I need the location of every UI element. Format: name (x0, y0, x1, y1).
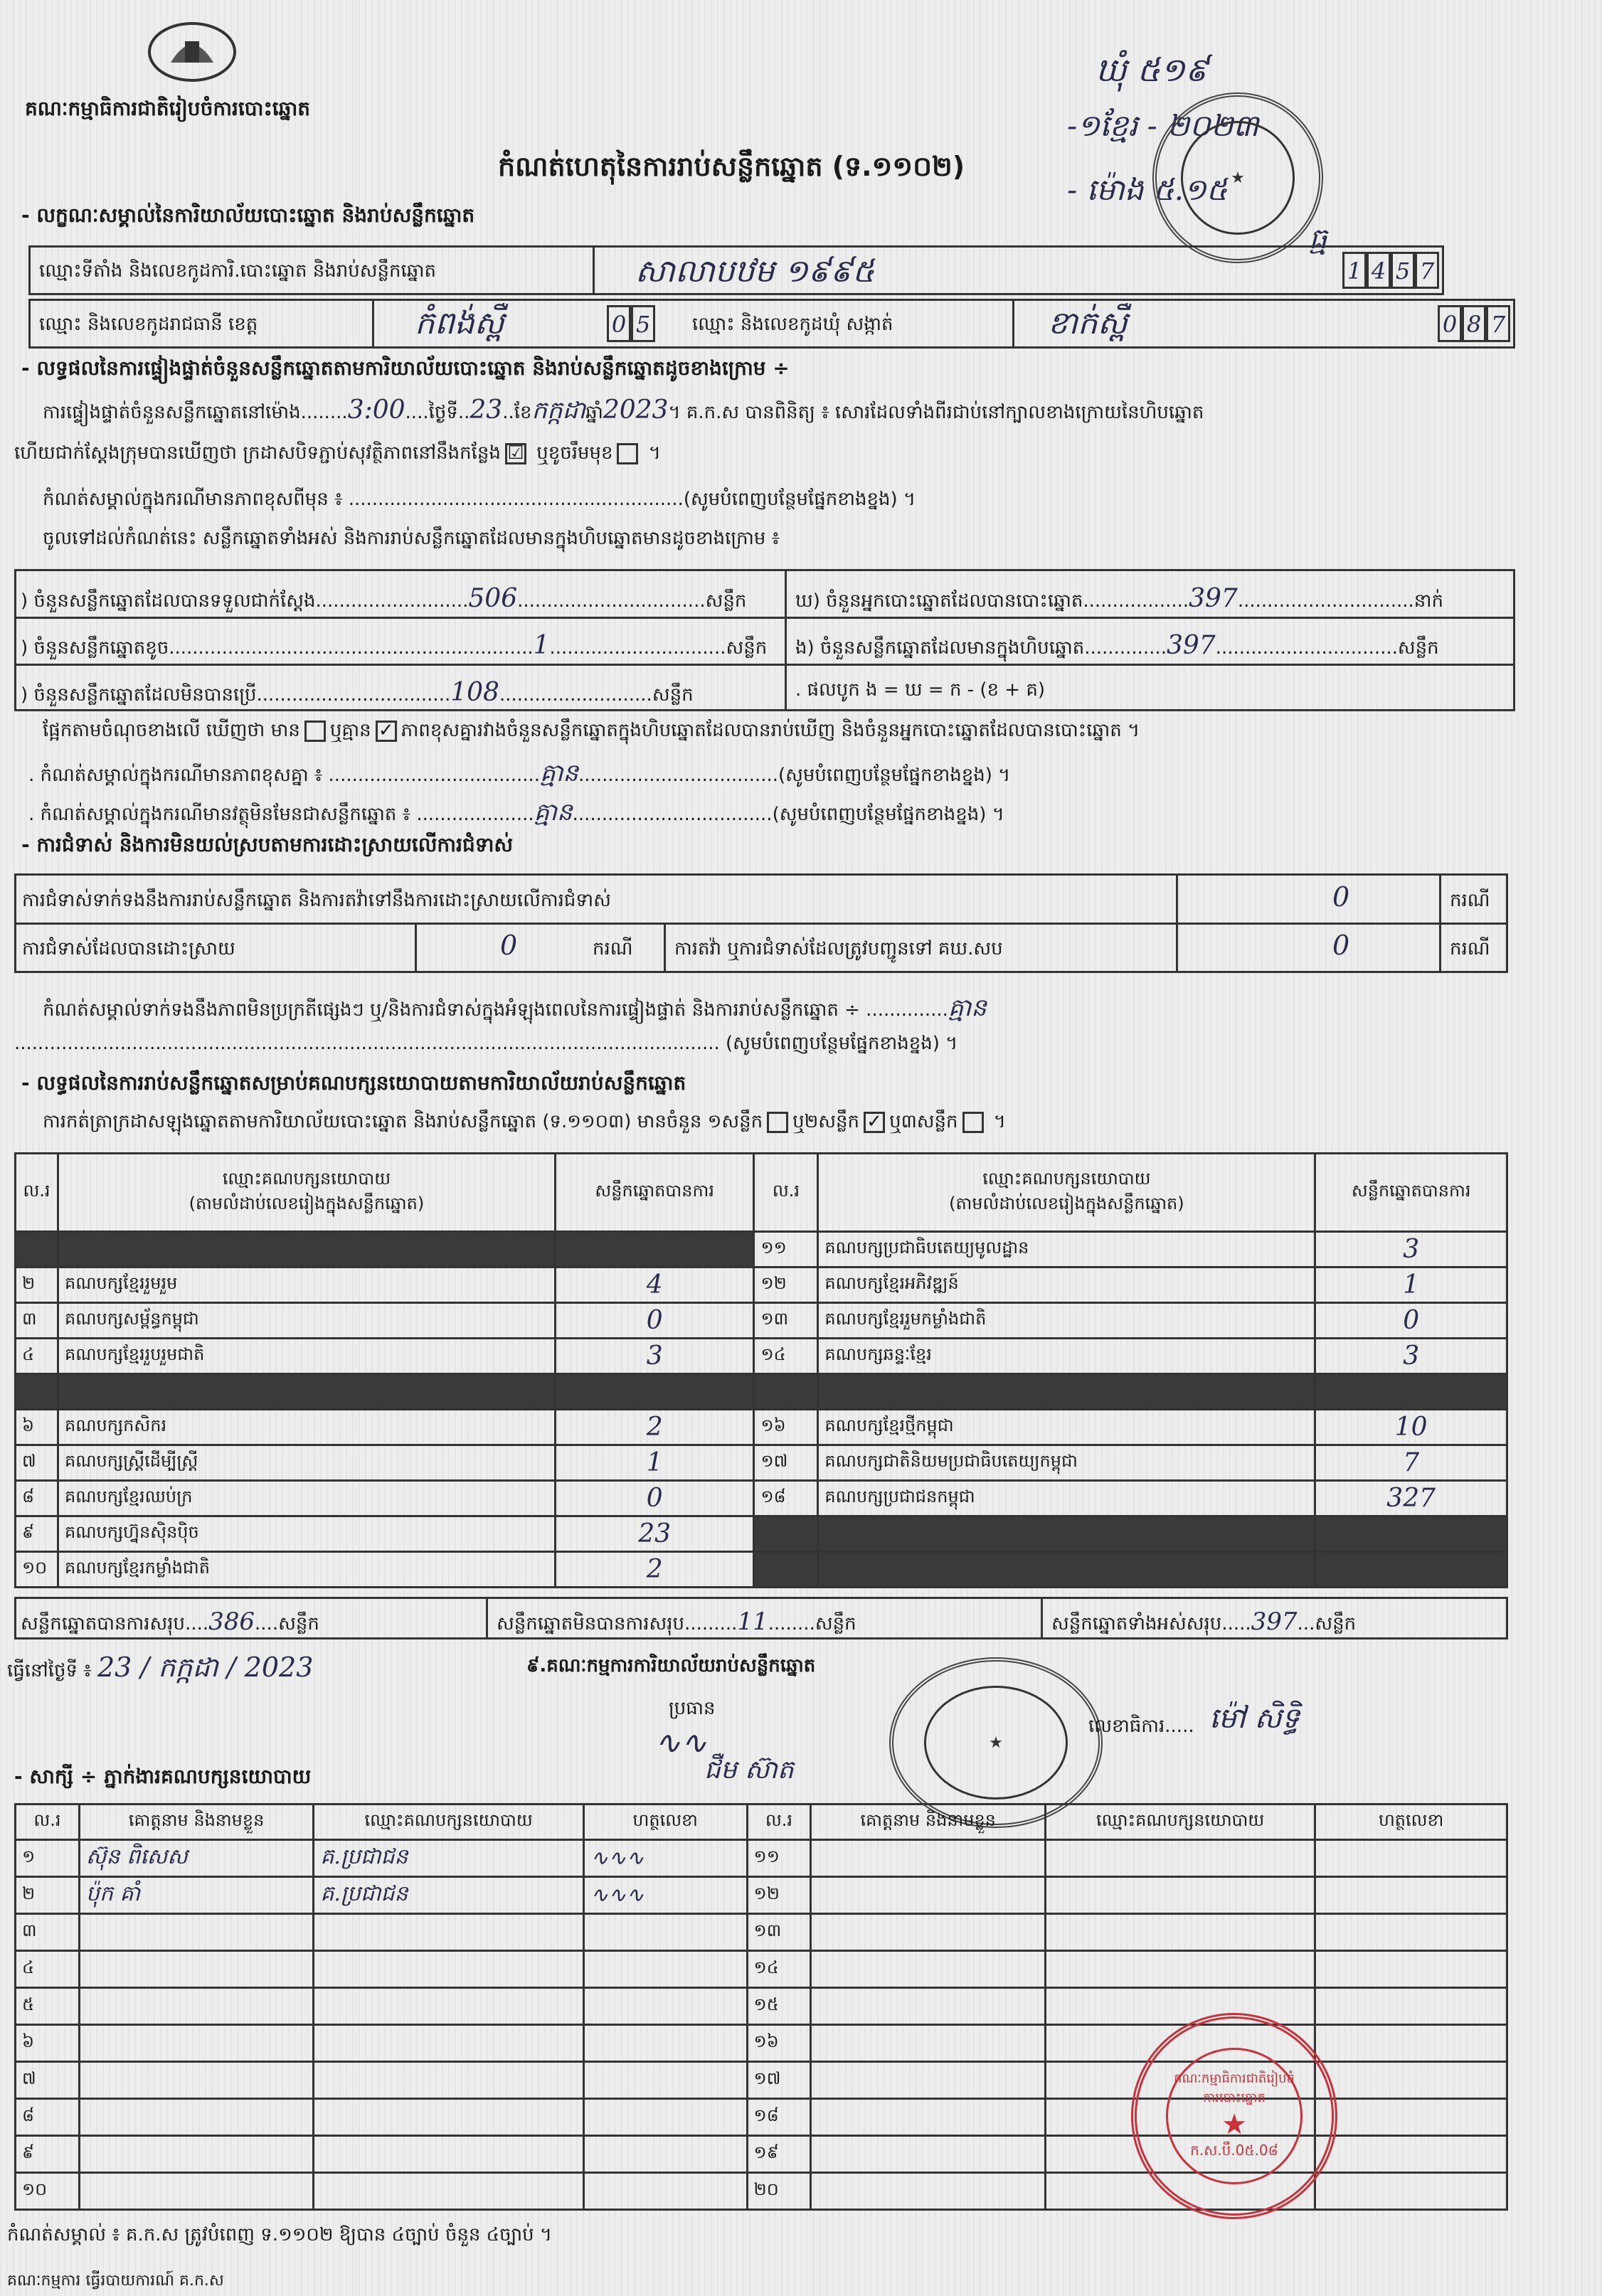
witness-cell: ១ (16, 1840, 80, 1877)
station-box (28, 245, 1444, 295)
witness-heading: - សាក្សី ÷ ភ្នាក់ងារគណបក្សនយោបាយ (14, 1765, 312, 1788)
total-valid: សន្លឹកឆ្នោតបានការសរុប....386....សន្លឹក (21, 1607, 319, 1636)
party-name-cell: គណបក្សខ្មែររួមរួម (58, 1267, 555, 1303)
signoff-date: ធ្វើនៅថ្ងៃទី ៖ 23 / កក្កដា / 2023 (7, 1652, 314, 1683)
party-votes-cell (555, 1374, 754, 1410)
table-row (16, 1374, 1507, 1410)
case-unit-1: ករណី (1450, 890, 1490, 911)
witness-cell (1045, 1951, 1315, 1988)
station-code: 1 4 5 7 (1342, 252, 1439, 289)
party-votes-cell: 1 (1315, 1267, 1507, 1303)
party-votes-cell (1315, 1374, 1507, 1410)
witness-signature: ∿∿∿ (590, 1846, 644, 1871)
party-name-cell: គណបក្សខ្មែរអភិវឌ្ឍន៍ (818, 1267, 1315, 1303)
chair-name: ជឺម ស៊ាត (704, 1755, 794, 1785)
section-a-heading: - លក្ខណៈសម្គាល់នៃការិយាល័យបោះឆ្នោត និងរាប់សន្លឹកឆ្នោត (21, 203, 475, 227)
party-votes-cell: 1 (555, 1445, 754, 1481)
col-party-right: ឈ្មោះគណបក្សនយោបាយ (តាមលំដាប់លេខរៀងក្នុងសន្លឹកឆ្នោត) (818, 1154, 1315, 1232)
party-no-cell: ១៧ (754, 1445, 818, 1481)
witness-cell: គ.ប្រជាជន (314, 1840, 583, 1877)
resolved-row-label: ការជំទាស់ដែលបានដោះស្រាយ (22, 938, 235, 960)
secretary-label: លេខាធិការ..... (1088, 1716, 1194, 1737)
seal-check-line: ហើយជាក់ស្តែងក្រុមបានឃើញថា ក្រដាសបិទភ្ជាប់សុវត្ថិភាពនៅនឹងកន្លែង ☑ ឬខូចរឹមមុខ ។ (14, 442, 661, 464)
party-name-cell (818, 1516, 1315, 1552)
case-unit-2: ករណី (593, 938, 633, 960)
party-name-cell: គណបក្សកសិករ (58, 1410, 555, 1445)
table-row (16, 1877, 1507, 1914)
count-spoiled-row: ) ចំនួនសន្លឹកឆ្នោតខូច..............................................................1..............................សន្លឹក (21, 631, 768, 660)
counts-table (14, 569, 1515, 711)
objection-row-value: 0 (1332, 881, 1350, 913)
party-votes-cell: 0 (1315, 1303, 1507, 1339)
witness-cell (583, 2062, 747, 2099)
witness-cell (314, 2136, 583, 2173)
count-received-row: ) ចំនួនសន្លឹកឆ្នោតដែលបានទទួលជាក់ស្តែង..........................506................................សន្លឹក (21, 584, 747, 613)
party-name-cell: គណបក្សប្រជាធិបតេយ្យមូលដ្ឋាន (818, 1232, 1315, 1267)
party-no-cell: ១០ (16, 1552, 58, 1588)
party-name-cell (818, 1552, 1315, 1588)
table-row (16, 1445, 1507, 1481)
table-row (16, 1339, 1507, 1374)
signoff-committee: ៩.គណៈកម្មការការិយាល័យរាប់សន្លឹកឆ្នោត (526, 1655, 816, 1676)
witness-cell (583, 2173, 747, 2210)
witness-cell (1315, 2025, 1507, 2062)
witness-cell (79, 2025, 313, 2062)
party-name-cell (58, 1374, 555, 1410)
witness-cell (79, 2099, 313, 2136)
witness-cell (1045, 1988, 1315, 2025)
witness-cell: ១៥ (747, 1988, 811, 2025)
party-no-cell (754, 1552, 818, 1588)
witness-cell: ៦ (16, 2025, 80, 2062)
party-votes-cell: 2 (555, 1552, 754, 1588)
party-name-cell: គណបក្សខ្មែររួបរួមជាតិ (58, 1339, 555, 1374)
witness-cell: ៨ (16, 2099, 80, 2136)
party-name-cell: គណបក្សឆន្ទៈខ្មែរ (818, 1339, 1315, 1374)
province-value: កំពង់ស្ពឺ (415, 305, 504, 341)
witness-table: ល.រ គោត្តនាម និងនាមខ្លួន ឈ្មោះគណបក្សនយោបាយ ហត្ថលេខា ល.រ គោត្តនាម និងនាមខ្លួន ឈ្មោះគណបក្សនយោបាយ ហត្ថលេខា ១ ស៊ុន ពិសេស គ.ប្រជាជន ∿∿∿ ១១ ២ ប៉ុក គាំ គ.ប្រជាជន ∿∿∿ ១២ ៣ ១៣ ៤ ១៤ ៥ ១៥ ៦ ១៦ ៧ ១៧ ៨ ១៨ ៩ ១៩ ១០ ២០ (14, 1803, 1508, 2211)
province-label: ឈ្មោះ និងលេខកូដរាជធានី ខេត្ត (39, 314, 258, 335)
witness-cell (79, 1988, 313, 2025)
witness-cell (1315, 2136, 1507, 2173)
witness-cell: ៩ (16, 2136, 80, 2173)
witness-cell (811, 1877, 1045, 1914)
day-value: 23 (470, 395, 503, 425)
witness-cell (79, 1951, 313, 1988)
party-name-cell: គណបក្សខ្មែររួមកម្លាំងជាតិ (818, 1303, 1315, 1339)
witness-cell (811, 2099, 1045, 2136)
witness-cell: ១៦ (747, 2025, 811, 2062)
party-name-cell: គណបក្សសម្ព័ន្ធកម្ពុជា (58, 1303, 555, 1339)
party-votes-cell: 3 (1315, 1232, 1507, 1267)
table-row (16, 1840, 1507, 1877)
difference-note-line: កំណត់សម្គាល់ក្នុងករណីមានភាពខុសពីមុន ៖ .........................................................(សូមបំពេញបន្ថែមផ្នែកខាងខ្នង) ។ (43, 489, 916, 510)
case-unit-3: ករណី (1450, 938, 1490, 960)
party-votes-cell (1315, 1552, 1507, 1588)
party-votes-cell: 3 (1315, 1339, 1507, 1374)
commune-code: 0 8 7 (1438, 305, 1510, 342)
table-row (16, 1914, 1507, 1951)
witness-cell: ២០ (747, 2173, 811, 2210)
totals-row (14, 1597, 1508, 1639)
irregularity-note-2: ........................................................................................................................ (សូមបំពេញបន្ថែមផ្នែកខាងខ្នង) ។ (14, 1033, 958, 1054)
party-votes-cell (555, 1232, 754, 1267)
note-difference: . កំណត់សម្គាល់ក្នុងករណីមានភាពខុសគ្នា ៖ ....................................គ្មាន..................................(សូមបំពេញបន្ថែមផ្នែកខាងខ្នង) ។ (28, 759, 1011, 787)
witness-cell (583, 1877, 747, 1914)
count-unused-row: ) ចំនួនសន្លឹកឆ្នោតដែលមិនបានប្រើ.................................108..........................សន្លឹក (21, 678, 694, 707)
ref-number: ឃុំ ៥១៩ (1096, 51, 1209, 89)
witness-cell: ១២ (747, 1877, 811, 1914)
verification-line: ការផ្ទៀងផ្ទាត់ចំនួនសន្លឹកឆ្នោតនៅម៉ោង........3:00....ថ្ងៃទី..23..ខែកក្កដាឆ្នាំ2023។ គ.ក.ស បានពិនិត្យ ៖ សោរដែលទាំងពីរជាប់នៅក្បាលខាងក្រោយនៃហិបឆ្នោត (43, 395, 1204, 425)
month-value: កក្កដា (531, 396, 586, 425)
witness-cell (811, 2025, 1045, 2062)
count-voters-row: ឃ) ចំនួនអ្នកបោះឆ្នោតដែលបានបោះឆ្នោត..................397..............................នាក់ (795, 584, 1444, 613)
witness-cell (314, 2062, 583, 2099)
witness-cell: ប៉ុក គាំ (79, 1877, 313, 1914)
tally-sheet-line: ការកត់ត្រាក្រដាសឡុងឆ្នោតតាមការិយាល័យបោះឆ្នោត និងរាប់សន្លឹកឆ្នោត (ទ.១១០៣) មានចំនួន ១សន្លឹក ឬ២សន្លឹក ✓ ឬ៣សន្លឹក ។ (43, 1110, 1006, 1132)
party-votes-cell: 7 (1315, 1445, 1507, 1481)
discrepancy-yes-checkbox[interactable] (304, 721, 326, 742)
party-no-cell (754, 1516, 818, 1552)
party-no-cell: ១៤ (754, 1339, 818, 1374)
witness-cell (1315, 1877, 1507, 1914)
party-no-cell: ៦ (16, 1410, 58, 1445)
witness-cell: ២ (16, 1877, 80, 1914)
col-no-right: ល.រ (754, 1154, 818, 1232)
witness-cell (811, 1951, 1045, 1988)
witness-cell (79, 1914, 313, 1951)
party-name-cell: គណបក្សប្រជាជនកម្ពុជា (818, 1481, 1315, 1516)
footer-note: កំណត់សម្គាល់ ៖ គ.ក.ស ត្រូវបំពេញ ទ.១១០២ ឱ្យបាន ៤ច្បាប់ ចំនួន ៤ច្បាប់ ។ (7, 2224, 553, 2245)
witness-cell (811, 2062, 1045, 2099)
red-official-stamp: គណៈកម្មាធិការជាតិរៀបចំការបោះឆ្នោត ★ ក.ស.បឹ.0៥.0៨ (1131, 2013, 1337, 2219)
party-name-cell: គណបក្សហ្វ៊ុនស៊ិនប៉ិច (58, 1516, 555, 1552)
witness-cell: ១១ (747, 1840, 811, 1877)
witness-cell (811, 2173, 1045, 2210)
witness-cell (79, 2062, 313, 2099)
witness-cell (1315, 1840, 1507, 1877)
three-sheet-checkbox[interactable] (962, 1112, 984, 1133)
witness-cell (314, 2025, 583, 2062)
party-name-cell: គណបក្សជាតិនិយមប្រជាធិបតេយ្យកម្ពុជា (818, 1445, 1315, 1481)
col-votes-right: សន្លឹកឆ្នោតបានការ (1315, 1154, 1507, 1232)
table-row (16, 1552, 1507, 1588)
ref-initials: ធ្ម (1309, 223, 1327, 255)
col-votes-left: សន្លឹកឆ្នោតបានការ (555, 1154, 754, 1232)
section-c-heading: - ការជំទាស់ និងការមិនយល់ស្របតាមការដោះស្រាយលើការជំទាស់ (21, 833, 514, 856)
party-name-cell: គណបក្សខ្មែរកម្លាំងជាតិ (58, 1552, 555, 1588)
party-votes-cell: 0 (555, 1303, 754, 1339)
objection-row-label: ការជំទាស់ទាក់ទងនឹងការរាប់សន្លឹកឆ្នោត និងការតវ៉ាទៅនឹងការដោះស្រាយលើការជំទាស់ (22, 890, 611, 911)
table-row (16, 1951, 1507, 1988)
commune-label: ឈ្មោះ និងលេខកូដឃុំ សង្កាត់ (692, 314, 893, 335)
witness-cell (314, 1988, 583, 2025)
witness-cell: ១៧ (747, 2062, 811, 2099)
col-party-left: ឈ្មោះគណបក្សនយោបាយ (តាមលំដាប់លេខរៀងក្នុងសន្លឹកឆ្នោត) (58, 1154, 555, 1232)
witness-cell: ស៊ុន ពិសេស (79, 1840, 313, 1877)
witness-cell (583, 1840, 747, 1877)
witness-cell (811, 1988, 1045, 2025)
party-votes-cell: 10 (1315, 1410, 1507, 1445)
seal-intact-checkbox[interactable]: ☑ (505, 443, 526, 464)
witness-cell: ១៨ (747, 2099, 811, 2136)
red-stamp-text: គណៈកម្មាធិការជាតិរៀបចំការបោះឆ្នោត (1174, 2071, 1295, 2105)
time-value: 3:00 (347, 395, 405, 425)
witness-cell (583, 1988, 747, 2025)
commune-value: ខាក់ស្ពឺ (1048, 305, 1128, 341)
party-votes-cell: 3 (555, 1339, 754, 1374)
chair-label: ប្រធាន (669, 1698, 716, 1719)
count-formula-row: . ផលបូក ង = ឃ = ក - (ខ + គ) (795, 679, 1045, 701)
witness-cell (314, 1951, 583, 1988)
party-no-cell: ១៨ (754, 1481, 818, 1516)
witness-cell: ១៤ (747, 1951, 811, 1988)
party-votes-cell: 327 (1315, 1481, 1507, 1516)
province-code: 0 5 (607, 305, 655, 342)
seal-broken-checkbox[interactable] (617, 443, 638, 464)
witness-cell (811, 1914, 1045, 1951)
party-no-cell (16, 1374, 58, 1410)
party-no-cell: ១១ (754, 1232, 818, 1267)
witness-cell (314, 2173, 583, 2210)
party-votes-cell: 23 (555, 1516, 754, 1552)
station-label: ឈ្មោះទីតាំង និងលេខកូដការិ.បោះឆ្នោត និងរាប់សន្លឹកឆ្នោត (39, 260, 436, 282)
witness-cell (79, 2136, 313, 2173)
witness-cell: ៧ (16, 2062, 80, 2099)
witness-cell (79, 2173, 313, 2210)
witness-cell (583, 2099, 747, 2136)
witness-cell (583, 2136, 747, 2173)
note-foreign-object: . កំណត់សម្គាល់ក្នុងករណីមានវត្ថុមិនមែនជាសន្លឹកឆ្នោត ៖ ....................គ្មាន..................................(សូមបំពេញបន្ថែមផ្នែកខាងខ្នង) ។ (28, 798, 1004, 827)
party-no-cell: ៣ (16, 1303, 58, 1339)
witness-cell: ១៣ (747, 1914, 811, 1951)
committee-name: គណៈកម្មាធិការជាតិរៀបចំការបោះឆ្នោត (25, 97, 311, 120)
party-no-cell (16, 1232, 58, 1267)
table-row (16, 1516, 1507, 1552)
forwarded-row-value: 0 (1332, 930, 1350, 961)
table-row (16, 1988, 1507, 2025)
ref-time: - ម៉ោង ៥.១៥ (1067, 172, 1228, 207)
section-d-heading: - លទ្ធផលនៃការរាប់សន្លឹកឆ្នោតសម្រាប់គណបក្សនយោបាយតាមការិយាល័យរាប់សន្លឹកឆ្នោត (21, 1071, 686, 1095)
party-no-cell (754, 1374, 818, 1410)
witness-cell (1315, 2173, 1507, 2210)
witness-cell (1315, 1988, 1507, 2025)
footer-bottom: គណៈកម្មការ ធ្វើរបាយការណ៍ គ.ក.ស (7, 2272, 224, 2290)
witness-cell (583, 1914, 747, 1951)
witness-cell: ១០ (16, 2173, 80, 2210)
irregularity-note: កំណត់សម្គាល់ទាក់ទងនឹងភាពមិនប្រក្រតីផ្សេងៗ ឬ/និងការជំទាស់ក្នុងអំឡុងពេលនៃការផ្ទៀងផ្ទាត់ និងការរាប់សន្លឹកឆ្នោត ÷ ..............គ្មាន (43, 994, 987, 1022)
party-no-cell: ១២ (754, 1267, 818, 1303)
station-value: សាលាបឋម ១៩៩៥ (635, 253, 875, 289)
ref-date: -១ខ្មែរ - ២០២៣ (1067, 108, 1259, 143)
document-title: កំណត់ហេតុនៃការរាប់សន្លឹកឆ្នោត (ទ.១១០២) (498, 151, 965, 182)
contents-intro-line: ចូលទៅដល់កំណត់នេះ សន្លឹកឆ្នោតទាំងអស់ និងការរាប់សន្លឹកឆ្នោតដែលមានក្នុងហិបឆ្នោតមានដូចខាងក្រោម ៖ (43, 528, 780, 549)
witness-cell: ៤ (16, 1951, 80, 1988)
chair-signature: ∿∿ (654, 1725, 707, 1761)
table-row (16, 1410, 1507, 1445)
table-row (16, 1481, 1507, 1516)
party-no-cell: ២ (16, 1267, 58, 1303)
year-value: 2023 (603, 395, 669, 425)
witness-cell (1045, 1840, 1315, 1877)
witness-cell (1315, 2062, 1507, 2099)
resolved-row-value: 0 (500, 930, 518, 961)
witness-cell (1315, 1951, 1507, 1988)
secretary-name: ម៉ៅ សិទ្ធិ (1209, 1702, 1300, 1735)
party-votes-cell: 0 (555, 1481, 754, 1516)
witness-cell (314, 1914, 583, 1951)
witness-cell (1045, 1877, 1315, 1914)
one-sheet-checkbox[interactable] (767, 1112, 788, 1133)
table-row (16, 1267, 1507, 1303)
party-no-cell: ១៦ (754, 1410, 818, 1445)
col-no-left: ល.រ (16, 1154, 58, 1232)
party-name-cell: គណបក្សខ្មែរឈប់ក្រ (58, 1481, 555, 1516)
witness-signature: ∿∿∿ (590, 1883, 644, 1908)
party-no-cell: ៧ (16, 1445, 58, 1481)
witness-cell (583, 1951, 747, 1988)
table-row (16, 1232, 1507, 1267)
province-box (28, 299, 1515, 349)
party-name-cell (818, 1374, 1315, 1410)
section-b-heading: - លទ្ធផលនៃការផ្ទៀងផ្ទាត់ចំនួនសន្លឹកឆ្នោតតាមការិយាល័យបោះឆ្នោត និងរាប់សន្លឹកឆ្នោតដូចខាងក្រោម ÷ (21, 356, 790, 380)
total-invalid: សន្លឹកឆ្នោតមិនបានការសរុប.........11........សន្លឹក (497, 1607, 856, 1636)
party-name-cell: គណបក្សស្រ្តីដើម្បីស្ត្រី (58, 1445, 555, 1481)
discrepancy-no-checkbox[interactable]: ✓ (376, 721, 397, 742)
witness-cell (314, 2099, 583, 2136)
witness-cell (1315, 2099, 1507, 2136)
discrepancy-line: ផ្អែកតាមចំណុចខាងលើ ឃើញថា មាន ឬគ្មាន ✓ ភាពខុសគ្នារវាងចំនួនសន្លឹកឆ្នោតក្នុងហិបឆ្នោតដែលបានរាប់ឃើញ និងចំនួនអ្នកបោះឆ្នោតដែលបានបោះឆ្នោត ។ (43, 719, 1140, 741)
party-name-cell (58, 1232, 555, 1267)
table-row (16, 1303, 1507, 1339)
witness-cell (583, 2025, 747, 2062)
witness-cell: ៣ (16, 1914, 80, 1951)
witness-cell (1045, 1914, 1315, 1951)
gray-seal-top: ★ (1152, 92, 1323, 263)
red-stamp-code: ក.ស.បឹ.0៥.0៨ (1190, 2141, 1278, 2159)
gray-seal-signoff: ★ (889, 1657, 1103, 1828)
party-no-cell: ៤ (16, 1339, 58, 1374)
party-votes-cell (1315, 1516, 1507, 1552)
party-no-cell: ១៣ (754, 1303, 818, 1339)
two-sheet-checkbox[interactable]: ✓ (864, 1112, 885, 1133)
emblem-logo-icon (146, 20, 238, 84)
party-votes-cell: 2 (555, 1410, 754, 1445)
witness-cell (811, 2136, 1045, 2173)
party-name-cell: គណបក្សខ្មែរថ្មីកម្ពុជា (818, 1410, 1315, 1445)
witness-cell: ៥ (16, 1988, 80, 2025)
party-no-cell: ៨ (16, 1481, 58, 1516)
witness-cell (1315, 1914, 1507, 1951)
forwarded-row-label: ការតវ៉ា ឬការជំទាស់ដែលត្រូវបញ្ជូនទៅ គឃ.សប (674, 938, 1003, 960)
party-votes-cell: 4 (555, 1267, 754, 1303)
witness-cell: ១៩ (747, 2136, 811, 2173)
party-no-cell: ៩ (16, 1516, 58, 1552)
witness-cell (811, 1840, 1045, 1877)
total-all: សន្លឹកឆ្នោតទាំងអស់សរុប.....397...សន្លឹក (1051, 1607, 1357, 1636)
count-in-box-row: ង) ចំនួនសន្លឹកឆ្នោតដែលមានក្នុងហិបឆ្នោត..............397...............................សន្លឹក (795, 631, 1439, 660)
party-results-table (14, 1152, 1508, 1588)
witness-cell: គ.ប្រជាជន (314, 1877, 583, 1914)
objections-table (14, 873, 1508, 973)
